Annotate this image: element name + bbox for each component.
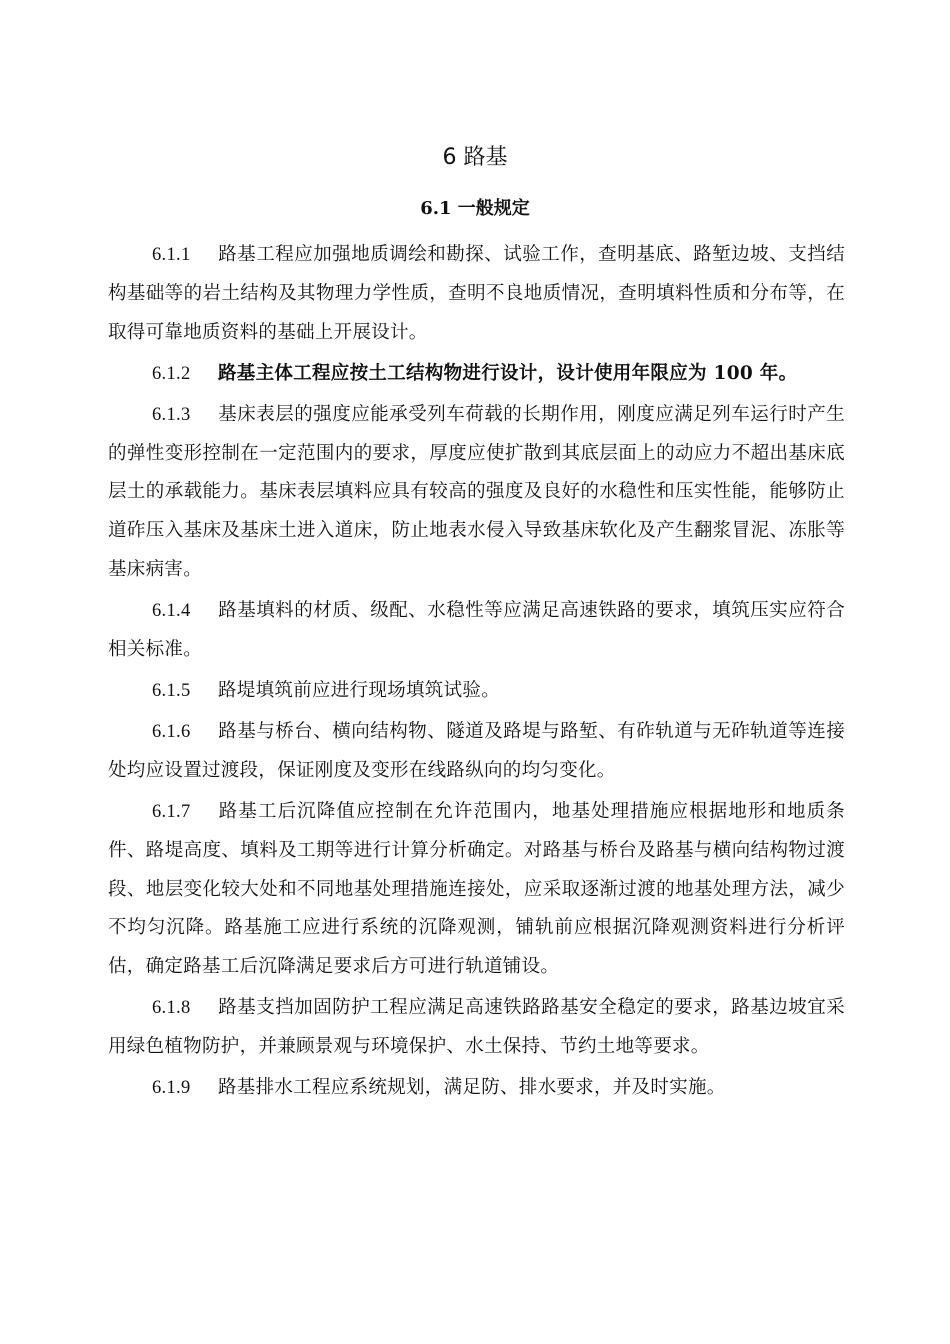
clause-text: 路基主体工程应按土工结构物进行设计，设计使用年限应为 100 年。 xyxy=(218,362,798,384)
clause-text: 路基填料的材质、级配、水稳性等应满足高速铁路的要求，填筑压实应符合相关标准。 xyxy=(108,600,845,661)
clause-number: 6.1.6 xyxy=(152,721,191,742)
clause-number: 6.1.2 xyxy=(152,363,191,384)
clause-number: 6.1.3 xyxy=(152,404,191,425)
clause-number: 6.1.5 xyxy=(152,680,191,701)
clause-text: 路基排水工程应系统规划，满足防、排水要求，并及时实施。 xyxy=(218,1077,726,1099)
clause-text: 路基工后沉降值应控制在允许范围内，地基处理措施应根据地形和地质条件、路堤高度、填料及工期等进行计算分析确定。对路基与桥台及路基与横向结构物过渡段、地层变化较大处和不同地基处理措施连接处，应采取逐渐过渡的地基处理方法，减少不均匀沉降。路基施工应进行系统的沉降观测，铺轨前应根据沉降观测资料进行分析评估，确定路基工后沉降满足要求后方可进行轨道铺设。 xyxy=(108,800,845,978)
clause-number: 6.1.7 xyxy=(152,801,191,822)
clause-number: 6.1.9 xyxy=(152,1078,191,1099)
clause-6-1-9 xyxy=(108,1069,845,1108)
clause-6-1-1 xyxy=(108,236,845,353)
clause-6-1-5 xyxy=(108,672,845,711)
clause-6-1-3 xyxy=(108,396,845,591)
document-body xyxy=(108,236,845,1110)
clause-6-1-7 xyxy=(108,793,845,988)
clause-6-1-6 xyxy=(108,713,845,791)
clause-text: 路堤填筑前应进行现场填筑试验。 xyxy=(218,679,501,701)
clause-number: 6.1.1 xyxy=(152,245,191,265)
chapter-title: 6 路基 xyxy=(442,145,508,170)
clause-number: 6.1.8 xyxy=(152,998,191,1019)
clause-text: 路基支挡加固防护工程应满足高速铁路路基安全稳定的要求，路基边坡宜采用绿色植物防护，并兼顾景观与环境保护、水土保持、节约土地等要求。 xyxy=(108,997,845,1058)
section-title: 6.1 一般规定 xyxy=(420,198,530,219)
clause-6-1-4 xyxy=(108,592,845,670)
clause-number: 6.1.4 xyxy=(152,601,191,622)
clause-text: 路基与桥台、横向结构物、隧道及路堤与路堑、有砟轨道与无砟轨道等连接处均应设置过渡段，保证刚度及变形在线路纵向的均匀变化。 xyxy=(108,720,845,781)
clause-6-1-2 xyxy=(108,355,845,394)
clause-text: 基床表层的强度应能承受列车荷载的长期作用，刚度应满足列车运行时产生的弹性变形控制在一定范围内的要求，厚度应使扩散到其底层面上的动应力不超出基床底层土的承载能力。基床表层填料应具有较高的强度及良好的水稳性和压实性能，能够防止道砟压入基床及基床土进入道床，防止地表水侵入导致基床软化及产生翻浆冒泥、冻胀等基床病害。 xyxy=(108,403,845,581)
clause-6-1-8 xyxy=(108,989,845,1067)
clause-text: 路基工程应加强地质调绘和勘探、试验工作，查明基底、路堑边坡、支挡结构基础等的岩土结构及其物理力学性质，查明不良地质情况，查明填料性质和分布等，在取得可靠地质资料的基础上开展设计。 xyxy=(108,244,845,343)
